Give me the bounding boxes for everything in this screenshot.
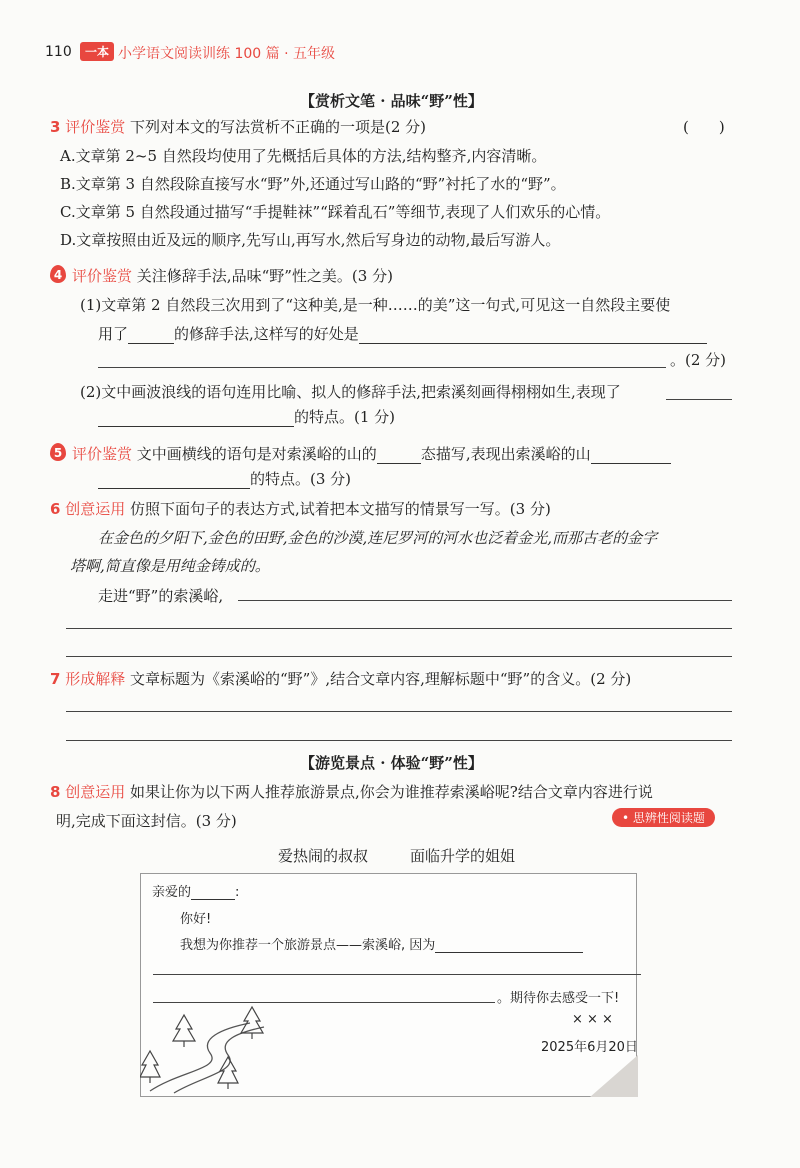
- q5-t1: 文中画横线的语句是对索溪峪的山的: [136, 445, 377, 463]
- section-title-2: 【游览景点 · 体验“野”性】: [300, 754, 483, 772]
- q3-text: 下列对本文的写法赏析不正确的一项是(2 分): [130, 118, 427, 136]
- letter-recipient-blank[interactable]: [191, 884, 235, 900]
- q5-blank-feature-b[interactable]: [98, 470, 250, 489]
- page-number: 110: [45, 44, 72, 60]
- tree-icon: [218, 1057, 238, 1089]
- q3-tag: 评价鉴赏: [65, 118, 126, 136]
- question-3: [50, 116, 426, 137]
- q8-text2: 明,完成下面这封信。(3 分): [56, 812, 237, 830]
- q6-tag: 创意运用: [65, 500, 126, 518]
- q5-t3: 的特点。(3 分): [250, 470, 352, 488]
- trees-road-illustration: [140, 1005, 280, 1095]
- q6-answer-line-3[interactable]: [66, 656, 732, 657]
- q5-blank-state[interactable]: [377, 445, 421, 464]
- q6-example-line2: 塔啊,简直像是用纯金铸成的。: [70, 557, 270, 575]
- tree-icon: [173, 1015, 195, 1047]
- q4-p2b: 的特点。(1 分): [294, 408, 396, 426]
- q6-number: 6: [50, 500, 61, 518]
- q4-answer-line[interactable]: [98, 367, 666, 368]
- letter-body-text: 我想为你推荐一个旅游景点——索溪峪, 因为: [180, 938, 436, 953]
- q3-answer-paren[interactable]: ( ): [683, 118, 725, 136]
- letter-body: [180, 934, 583, 953]
- letter-greeting-text: 亲爱的: [152, 885, 192, 900]
- brand-logo: 一本: [80, 42, 114, 61]
- q5-tag: 评价鉴赏: [72, 445, 133, 463]
- q4-blank-feature-b[interactable]: [98, 408, 294, 427]
- q4-tag: 评价鉴赏: [72, 267, 133, 285]
- q7-answer-line-1[interactable]: [66, 711, 732, 712]
- book-title: 小学语文阅读训练 100 篇 · 五年级: [118, 46, 335, 62]
- letter-date: 2025年6月20日: [541, 1040, 638, 1055]
- q4-part1-line2: [98, 323, 707, 344]
- tree-icon: [241, 1007, 263, 1039]
- critical-reading-badge: • 思辨性阅读题: [612, 808, 715, 827]
- q6-prompt: 走进“野”的索溪峪,: [98, 587, 224, 605]
- q5-number-fire-icon: 5: [50, 443, 66, 461]
- letter-closing: 。期待你去感受一下!: [497, 991, 620, 1006]
- q4-blank-rhetoric[interactable]: [128, 325, 174, 344]
- q6-example-line1: 在金色的夕阳下,金色的田野,金色的沙漠,连尼罗河的河水也泛着金光,而那古老的金字: [98, 529, 658, 547]
- question-5: [72, 443, 671, 464]
- q4-blank-benefit[interactable]: [359, 325, 707, 344]
- section-title-1: 【赏析文笔 · 品味“野”性】: [300, 92, 483, 110]
- q3-option-c: C.文章第 5 自然段通过描写“手提鞋袜”“踩着乱石”等细节,表现了人们欢乐的心情。: [60, 203, 611, 221]
- tree-icon: [140, 1051, 160, 1083]
- question-8: [50, 781, 653, 802]
- q3-option-a: A.文章第 2~5 自然段均使用了先概括后具体的方法,结构整齐,内容清晰。: [60, 147, 547, 165]
- q5-blank-feature-a[interactable]: [591, 445, 671, 464]
- q7-answer-line-2[interactable]: [66, 740, 732, 741]
- letter-line-2[interactable]: [153, 974, 641, 975]
- letter-greeting: [152, 881, 239, 900]
- letter-signature: × × ×: [572, 1012, 613, 1027]
- q6-text: 仿照下面句子的表达方式,试着把本文描写的情景写一写。(3 分): [130, 500, 551, 518]
- q3-option-d: D.文章按照由近及远的顺序,先写山,再写水,然后写身边的动物,最后写游人。: [60, 231, 561, 249]
- q7-number: 7: [50, 670, 61, 688]
- q4-part2-line2: [98, 406, 395, 427]
- question-4: [72, 265, 393, 286]
- q4-p1b2: 的修辞手法,这样写的好处是: [174, 325, 359, 343]
- q8-number: 8: [50, 783, 61, 801]
- letter-reason-blank[interactable]: [435, 937, 583, 953]
- q7-text: 文章标题为《索溪峪的“野”》,结合文章内容,理解标题中“野”的含义。(2 分): [130, 670, 632, 688]
- q4-text: 关注修辞手法,品味“野”性之美。(3 分): [136, 267, 393, 285]
- q4-part2-line1: (2)文中画波浪线的语句连用比喻、拟人的修辞手法,把索溪刻画得栩栩如生,表现了: [80, 383, 621, 401]
- q6-answer-line-1[interactable]: [238, 600, 732, 601]
- q4-p1b1: 用了: [98, 325, 129, 343]
- q8-text1: 如果让你为以下两人推荐旅游景点,你会为谁推荐索溪峪呢?结合文章内容进行说: [130, 783, 653, 801]
- q3-number: 3: [50, 118, 61, 136]
- q4-part1-score: 。(2 分): [670, 351, 727, 369]
- q3-option-b: B.文章第 3 自然段除直接写水“野”外,还通过写山路的“野”衬托了水的“野”。: [60, 175, 566, 193]
- q4-part1-line1: (1)文章第 2 自然段三次用到了“这种美,是一种……的美”这一句式,可见这一自然段主要使: [80, 296, 671, 314]
- q8-person-sister: 面临升学的姐姐: [410, 847, 516, 865]
- q8-tag: 创意运用: [65, 783, 126, 801]
- q5-t2: 态描写,表现出索溪峪的山: [420, 445, 591, 463]
- letter-hello: 你好!: [180, 912, 212, 927]
- question-6: [50, 498, 551, 519]
- q7-tag: 形成解释: [65, 670, 126, 688]
- letter-colon: :: [235, 885, 240, 900]
- q8-person-uncle: 爱热闹的叔叔: [278, 847, 369, 865]
- q5-line2: [98, 468, 351, 489]
- q4-number-fire-icon: 4: [50, 265, 66, 283]
- q4-blank-feature-a[interactable]: [666, 399, 732, 400]
- q6-answer-line-2[interactable]: [66, 628, 732, 629]
- question-7: [50, 668, 631, 689]
- letter-line-3[interactable]: [153, 1002, 495, 1003]
